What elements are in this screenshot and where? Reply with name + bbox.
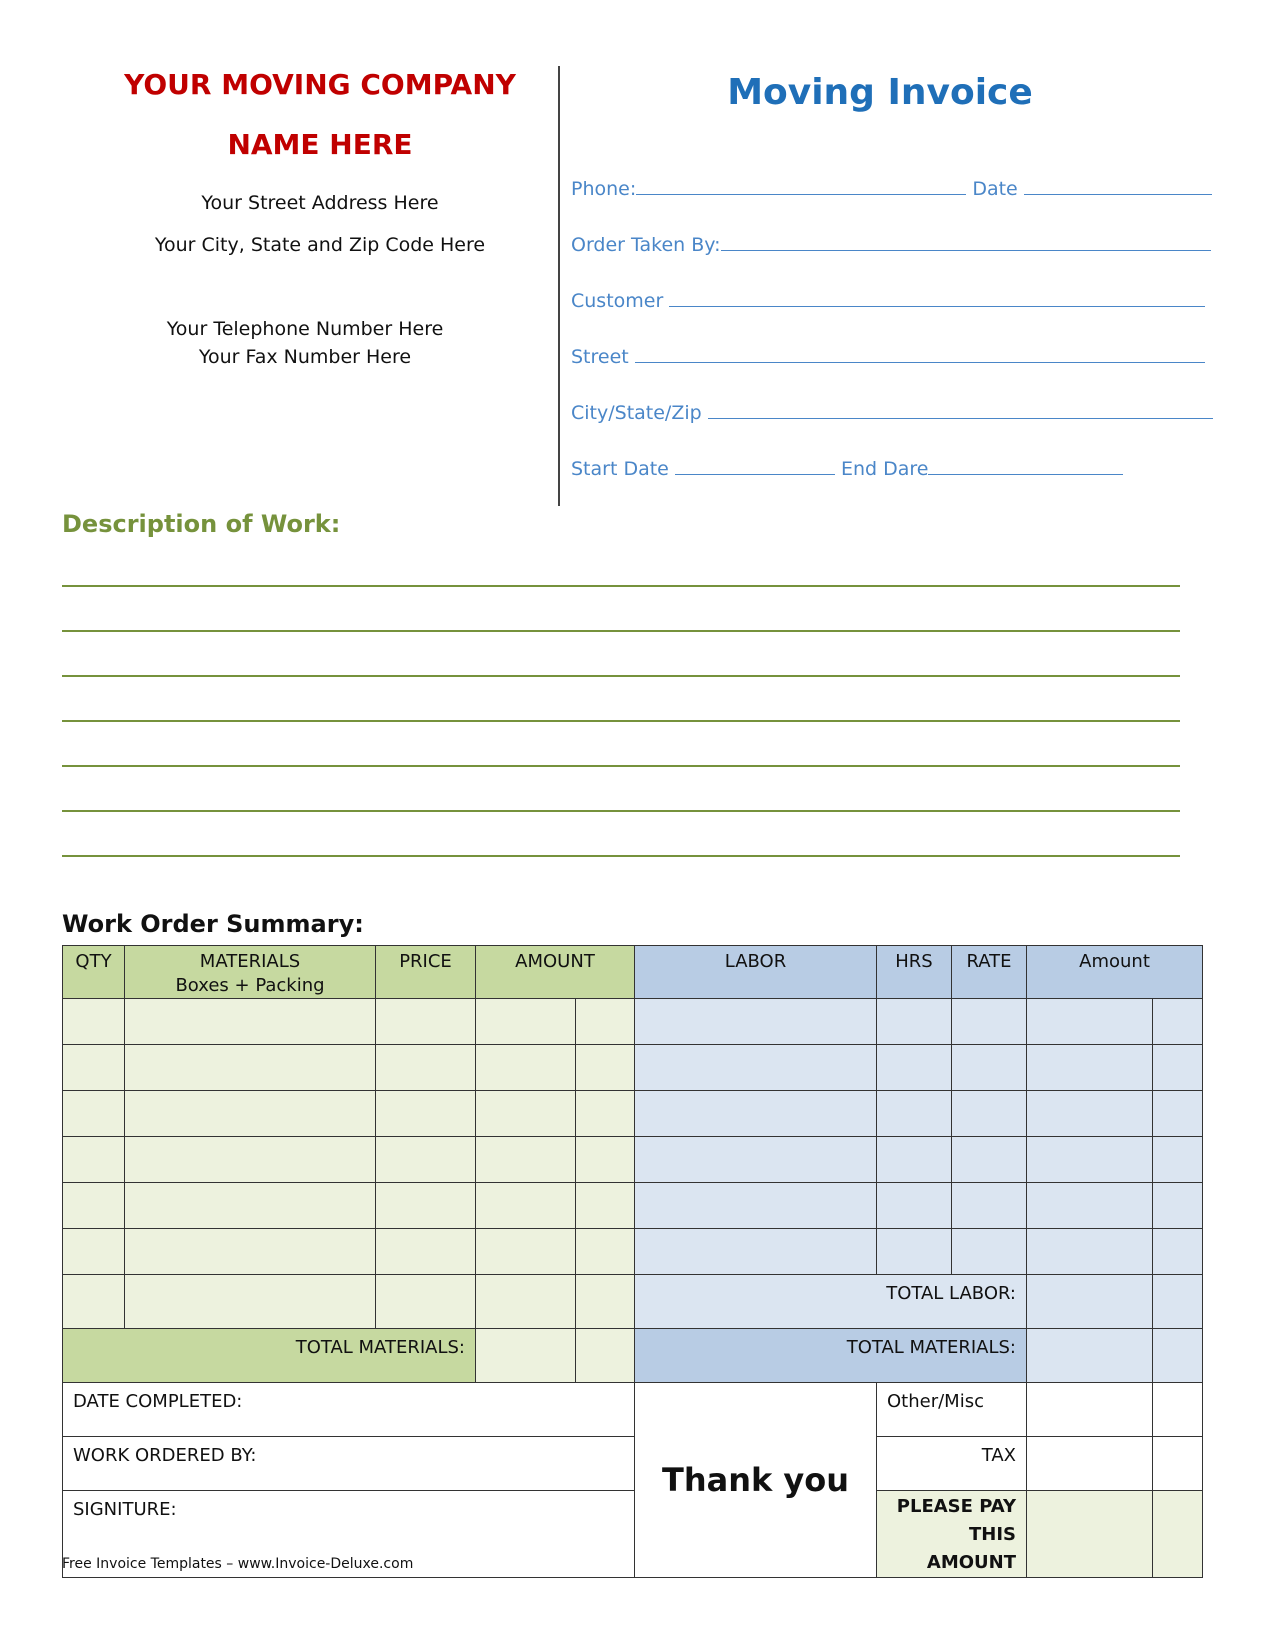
labor-amount-cell[interactable] xyxy=(1027,1137,1153,1183)
tax-cents-cell[interactable] xyxy=(1153,1437,1203,1491)
work-order-title: Work Order Summary: xyxy=(62,910,364,938)
order-taken-line[interactable] xyxy=(721,232,1211,251)
amount-cents-cell[interactable] xyxy=(576,1183,635,1229)
amount-cell[interactable] xyxy=(476,1275,576,1329)
amount-cents-cell[interactable] xyxy=(576,1275,635,1329)
rate-cell[interactable] xyxy=(952,999,1027,1045)
total-materials-right-cell[interactable] xyxy=(1027,1329,1153,1383)
tax-cell[interactable] xyxy=(1027,1437,1153,1491)
summary-row xyxy=(63,1383,1203,1437)
labor-cell[interactable] xyxy=(635,1045,877,1091)
description-title: Description of Work: xyxy=(62,510,341,538)
description-line[interactable] xyxy=(62,675,1180,677)
rate-cell[interactable] xyxy=(952,1183,1027,1229)
date-completed-label[interactable]: DATE COMPLETED: xyxy=(63,1383,635,1437)
city-label: City/State/Zip xyxy=(571,402,702,424)
please-pay-line3: AMOUNT xyxy=(926,1552,1016,1573)
hrs-cell[interactable] xyxy=(877,1229,952,1275)
labor-cell[interactable] xyxy=(635,1229,877,1275)
qty-cell[interactable] xyxy=(63,1137,125,1183)
table-row xyxy=(63,1091,1203,1137)
header-divider xyxy=(558,66,560,506)
tax-label: TAX xyxy=(877,1437,1027,1491)
table-header-row xyxy=(63,946,1203,999)
header-materials-sub: Boxes + Packing xyxy=(175,975,325,996)
qty-cell[interactable] xyxy=(63,1045,125,1091)
work-order-table xyxy=(62,945,1203,1578)
order-taken-field[interactable] xyxy=(571,232,1211,256)
other-misc-cell[interactable] xyxy=(1027,1383,1153,1437)
hrs-cell[interactable] xyxy=(877,1183,952,1229)
summary-row xyxy=(63,1437,1203,1491)
labor-amount-cents-cell[interactable] xyxy=(1153,1045,1203,1091)
table-row xyxy=(63,1045,1203,1091)
amount-cell[interactable] xyxy=(476,1229,576,1275)
labor-amount-cell[interactable] xyxy=(1027,1091,1153,1137)
materials-cell[interactable] xyxy=(125,999,376,1045)
customer-field[interactable] xyxy=(571,288,1205,312)
labor-amount-cell[interactable] xyxy=(1027,1229,1153,1275)
hrs-cell[interactable] xyxy=(877,1137,952,1183)
date-label: Date xyxy=(972,178,1018,200)
amount-cents-cell[interactable] xyxy=(576,1091,635,1137)
company-name-line1: YOUR MOVING COMPANY xyxy=(124,68,516,101)
labor-amount-cell[interactable] xyxy=(1027,1183,1153,1229)
hrs-cell[interactable] xyxy=(877,1091,952,1137)
price-cell[interactable] xyxy=(376,1229,476,1275)
please-pay-cell[interactable] xyxy=(1027,1491,1153,1578)
street-line[interactable] xyxy=(635,344,1205,363)
total-materials-cents-cell[interactable] xyxy=(576,1329,635,1383)
company-phone: Your Telephone Number Here xyxy=(166,318,444,340)
end-date-label: End Dare xyxy=(840,458,929,480)
header-rate: RATE xyxy=(952,946,1027,999)
please-pay-label xyxy=(877,1491,1027,1578)
total-materials-right-cents-cell[interactable] xyxy=(1153,1329,1203,1383)
header-price: PRICE xyxy=(376,946,476,999)
amount-cents-cell[interactable] xyxy=(576,1045,635,1091)
amount-cell[interactable] xyxy=(476,1045,576,1091)
materials-cell[interactable] xyxy=(125,1091,376,1137)
amount-cell[interactable] xyxy=(476,1091,576,1137)
please-pay-line2: THIS xyxy=(968,1524,1016,1545)
qty-cell[interactable] xyxy=(63,999,125,1045)
please-pay-line1: PLEASE PAY xyxy=(896,1496,1016,1517)
total-labor-cell[interactable] xyxy=(1027,1275,1153,1329)
hrs-cell[interactable] xyxy=(877,999,952,1045)
footer-text: Free Invoice Templates – www.Invoice-Deluxe.com xyxy=(62,1556,414,1572)
labor-amount-cents-cell[interactable] xyxy=(1153,1137,1203,1183)
rate-cell[interactable] xyxy=(952,1091,1027,1137)
start-date-line[interactable] xyxy=(675,456,835,475)
labor-amount-cents-cell[interactable] xyxy=(1153,1183,1203,1229)
header-hrs: HRS xyxy=(877,946,952,999)
total-labor-cents-cell[interactable] xyxy=(1153,1275,1203,1329)
header-amount2: Amount xyxy=(1027,946,1203,999)
materials-cell[interactable] xyxy=(125,1137,376,1183)
totals-row xyxy=(63,1329,1203,1383)
table-row xyxy=(63,1137,1203,1183)
materials-cell[interactable] xyxy=(125,1275,376,1329)
qty-cell[interactable] xyxy=(63,1091,125,1137)
street-field[interactable] xyxy=(571,344,1205,368)
labor-amount-cents-cell[interactable] xyxy=(1153,999,1203,1045)
signature-label[interactable]: SIGNITURE: xyxy=(63,1491,635,1578)
header-labor: LABOR xyxy=(635,946,877,999)
amount-cents-cell[interactable] xyxy=(576,1229,635,1275)
company-name-line2: NAME HERE xyxy=(227,128,413,161)
price-cell[interactable] xyxy=(376,1045,476,1091)
table-row xyxy=(63,1183,1203,1229)
total-materials-cell[interactable] xyxy=(476,1329,576,1383)
amount-cents-cell[interactable] xyxy=(576,999,635,1045)
total-labor-label: TOTAL LABOR: xyxy=(635,1275,1027,1329)
other-misc-label: Other/Misc xyxy=(877,1383,1027,1437)
description-line[interactable] xyxy=(62,720,1180,722)
table-row xyxy=(63,1229,1203,1275)
labor-cell[interactable] xyxy=(635,999,877,1045)
description-line[interactable] xyxy=(62,630,1180,632)
labor-cell[interactable] xyxy=(635,1183,877,1229)
work-ordered-by-label[interactable]: WORK ORDERED BY: xyxy=(63,1437,635,1491)
company-fax: Your Fax Number Here xyxy=(198,346,412,368)
qty-cell[interactable] xyxy=(63,1275,125,1329)
amount-cell[interactable] xyxy=(476,999,576,1045)
amount-cell[interactable] xyxy=(476,1137,576,1183)
header-materials-label: MATERIALS xyxy=(199,951,301,972)
labor-cell[interactable] xyxy=(635,1091,877,1137)
total-materials-label: TOTAL MATERIALS: xyxy=(63,1329,476,1383)
labor-amount-cents-cell[interactable] xyxy=(1153,1091,1203,1137)
phone-label: Phone: xyxy=(571,178,637,200)
qty-cell[interactable] xyxy=(63,1229,125,1275)
table-row xyxy=(63,1275,1203,1329)
table-row xyxy=(63,999,1203,1045)
hrs-cell[interactable] xyxy=(877,1045,952,1091)
price-cell[interactable] xyxy=(376,1275,476,1329)
customer-label: Customer xyxy=(571,290,664,312)
rate-cell[interactable] xyxy=(952,1045,1027,1091)
labor-amount-cell[interactable] xyxy=(1027,999,1153,1045)
company-city: Your City, State and Zip Code Here xyxy=(154,234,486,256)
price-cell[interactable] xyxy=(376,1183,476,1229)
materials-cell[interactable] xyxy=(125,1183,376,1229)
description-line[interactable] xyxy=(62,585,1180,587)
header-materials xyxy=(125,946,376,999)
qty-cell[interactable] xyxy=(63,1183,125,1229)
amount-cell[interactable] xyxy=(476,1183,576,1229)
invoice-title: Moving Invoice xyxy=(727,72,1033,113)
materials-cell[interactable] xyxy=(125,1229,376,1275)
end-date-line[interactable] xyxy=(928,456,1123,475)
other-misc-cents-cell[interactable] xyxy=(1153,1383,1203,1437)
rate-cell[interactable] xyxy=(952,1229,1027,1275)
city-line[interactable] xyxy=(708,400,1213,419)
amount-cents-cell[interactable] xyxy=(576,1137,635,1183)
please-pay-cents-cell[interactable] xyxy=(1153,1491,1203,1578)
description-line[interactable] xyxy=(62,810,1180,812)
customer-line[interactable] xyxy=(669,288,1205,307)
description-line[interactable] xyxy=(62,855,1180,857)
street-label: Street xyxy=(571,346,629,368)
company-street: Your Street Address Here xyxy=(201,192,439,214)
order-taken-label: Order Taken By: xyxy=(571,234,721,256)
date-line[interactable] xyxy=(1024,176,1212,195)
start-date-label: Start Date xyxy=(571,458,669,480)
header-amount: AMOUNT xyxy=(476,946,635,999)
labor-cell[interactable] xyxy=(635,1137,877,1183)
materials-cell[interactable] xyxy=(125,1045,376,1091)
phone-line[interactable] xyxy=(636,176,966,195)
total-materials-right-label: TOTAL MATERIALS: xyxy=(635,1329,1027,1383)
header-qty: QTY xyxy=(63,946,125,999)
thank-you-text: Thank you xyxy=(635,1383,877,1578)
price-cell[interactable] xyxy=(376,999,476,1045)
description-line[interactable] xyxy=(62,765,1180,767)
price-cell[interactable] xyxy=(376,1091,476,1137)
rate-cell[interactable] xyxy=(952,1137,1027,1183)
dates-field[interactable] xyxy=(571,456,1123,480)
phone-field[interactable] xyxy=(571,176,1212,200)
city-field[interactable] xyxy=(571,400,1213,424)
price-cell[interactable] xyxy=(376,1137,476,1183)
labor-amount-cents-cell[interactable] xyxy=(1153,1229,1203,1275)
labor-amount-cell[interactable] xyxy=(1027,1045,1153,1091)
